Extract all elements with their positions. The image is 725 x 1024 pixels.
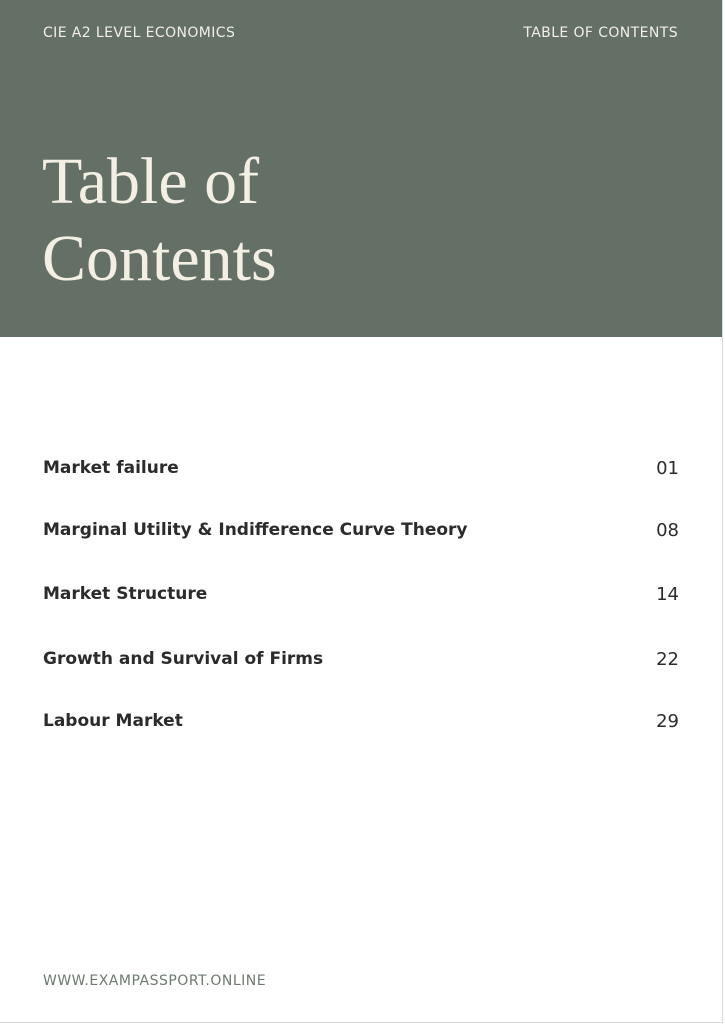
toc-entry-title: Market Structure bbox=[43, 584, 208, 604]
toc-entry-page: 01 bbox=[656, 457, 679, 479]
toc-entry[interactable] bbox=[43, 703, 679, 739]
toc-entry-title: Marginal Utility & Indifference Curve Theory bbox=[43, 520, 468, 540]
toc-entry-page: 29 bbox=[656, 710, 679, 732]
toc-entry[interactable] bbox=[43, 641, 679, 677]
section-label: TABLE OF CONTENTS bbox=[523, 25, 678, 41]
page-title-line-1: Table of bbox=[42, 145, 260, 218]
course-label: CIE A2 LEVEL ECONOMICS bbox=[43, 25, 236, 41]
toc-entry[interactable] bbox=[43, 576, 679, 612]
toc-entry[interactable] bbox=[43, 450, 679, 486]
toc-entry-page: 14 bbox=[656, 583, 679, 605]
toc-entry-title: Growth and Survival of Firms bbox=[43, 649, 324, 669]
toc-entry[interactable] bbox=[43, 512, 679, 548]
footer-website-link[interactable]: WWW.EXAMPASSPORT.ONLINE bbox=[43, 973, 267, 989]
toc-entry-title: Labour Market bbox=[43, 711, 183, 731]
toc-entry-page: 08 bbox=[656, 519, 679, 541]
header-band bbox=[0, 0, 722, 337]
page-title bbox=[42, 143, 277, 297]
toc-entry-title: Market failure bbox=[43, 458, 179, 478]
page-title-line-2: Contents bbox=[42, 222, 277, 295]
toc-entry-page: 22 bbox=[656, 648, 679, 670]
